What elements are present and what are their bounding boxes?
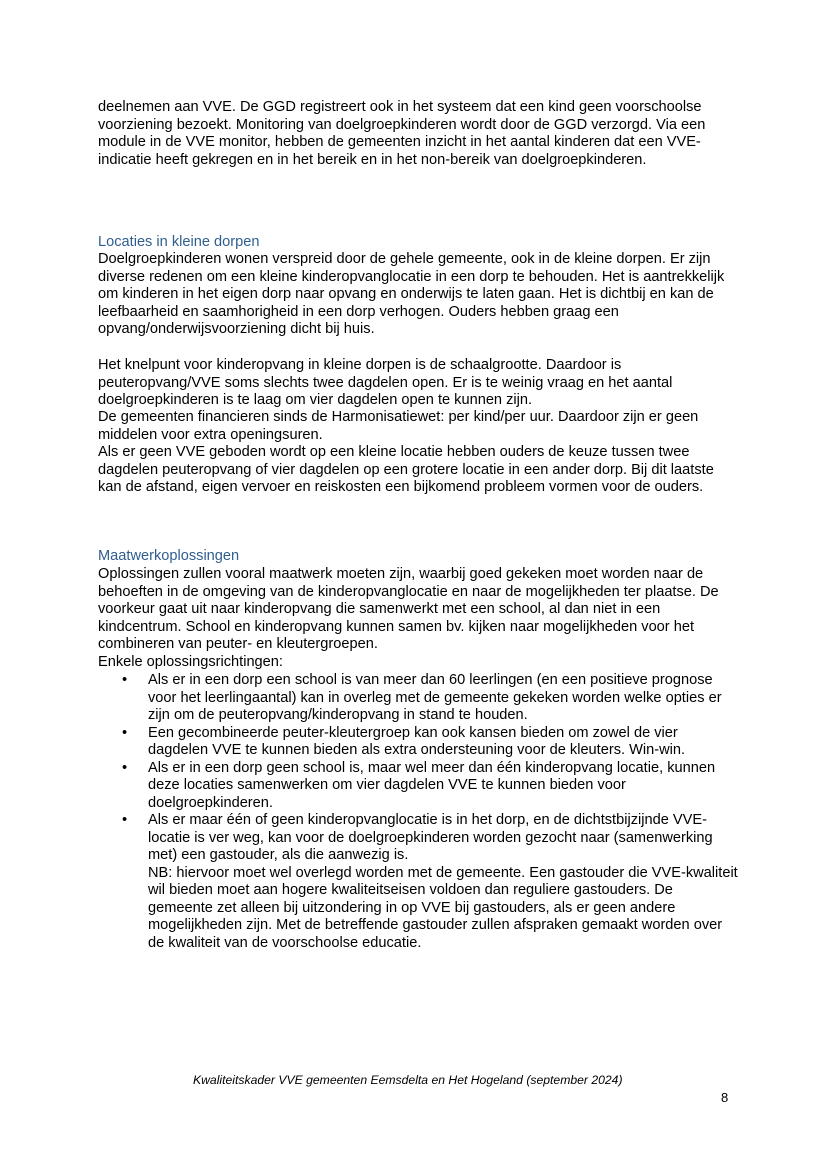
section1-paragraph-3: De gemeenten financieren sinds de Harmonisatiewet: per kind/per uur. Daardoor zijn er geen middelen voor extra openingsuren. (98, 409, 699, 443)
list-item (98, 725, 738, 760)
bullet-icon: • (122, 724, 128, 741)
section1-paragraph-1: Doelgroepkinderen wonen verspreid door de gehele gemeente, ook in de kleine dorpen. Er zijn diverse redenen om een kleine kinderopvanglocatie in een dorp te behouden. Het is aantrekkelijk om kinderen in het eigen dorp naar opvang en onderwijs te laten gaan. Het is dichtbij en kan de leefbaarheid en saamhorigheid in een dorp verhogen. Ouders hebben graag een opvang/onderwijsvoorziening dicht bij huis. (98, 251, 725, 337)
list-item-text: Als er in een dorp een school is van meer dan 60 leerlingen (en een positieve prognose voor het leerlingaantal) kan in overleg met de gemeente gekeken worden welke opties er zijn om de peuteropvang/kinderopvang in stand te houden. (148, 672, 722, 723)
bullet-icon: • (122, 759, 128, 776)
list-item-text: Als er in een dorp geen school is, maar wel meer dan één kinderopvang locatie, kunnen deze locaties samenwerken om vier dagdelen VVE te kunnen bieden voor doelgroepkinderen. (148, 759, 716, 811)
list-item-note: NB: hiervoor moet wel overlegd worden met de gemeente. Een gastouder die VVE-kwaliteit wil bieden moet aan hogere kwaliteitseisen voldoen dan reguliere gastouders. De gemeente zet alleen bij uitzondering in op VVE bij gastouders, als er geen andere mogelijkheden zijn. Met de betreffende gastouder zullen afspraken gemaakt worden over de kwaliteit van de voorschoolse educatie. (148, 864, 738, 951)
section1-paragraph-2: Het knelpunt voor kinderopvang in kleine dorpen is de schaalgrootte. Daardoor is peuteropvang/VVE soms slechts twee dagdelen open. Er is te weinig vraag en het aantal doelgroepkinderen is te laag om vier dagdelen open te kunnen zijn. (98, 357, 673, 408)
list-item (98, 760, 738, 813)
section2-paragraph-2: Enkele oplossingsrichtingen: (98, 654, 283, 670)
list-item-text: Als er maar één of geen kinderopvanglocatie is in het dorp, en de dichtstbijzijnde VVE-locatie is ver weg, kan voor de doelgroepkinderen worden gezocht naar (samenwerking met) een gastouder, als die aanwezig is. (148, 812, 713, 863)
list-item-text: Een gecombineerde peuter-kleutergroep kan ook kansen bieden om zowel de vier dagdelen VVE te kunnen bieden als extra ondersteuning voor de kleuters. Win-win. (148, 724, 686, 758)
bullet-icon: • (122, 672, 128, 688)
section2-paragraph-1: Oplossingen zullen vooral maatwerk moeten zijn, waarbij goed gekeken moet worden naar de behoeften in de omgeving van de kinderopvanglocatie en naar de mogelijkheden ter plaatse. De voorkeur gaat uit naar kinderopvang die samenwerkt met een school, al dan niet in een kindcentrum. School en kinderopvang kunnen samen bv. kijken naar mogelijkheden voor het combineren van peuter- en kleutergroepen. (98, 566, 719, 652)
section-heading-maatwerk: Maatwerkoplossingen (98, 548, 240, 564)
list-item (98, 812, 738, 952)
solutions-list (98, 672, 738, 952)
page-number: 8 (721, 1090, 729, 1105)
section1-paragraph-4: Als er geen VVE geboden wordt op een kleine locatie hebben ouders de keuze tussen twee dagdelen peuteropvang of vier dagdelen op een grotere locatie in een ander dorp. Bij dit laatste kan de afstand, eigen vervoer en reiskosten een bijkomend probleem vormen voor de ouders. (98, 444, 714, 495)
page-footer: Kwaliteitskader VVE gemeenten Eemsdelta en Het Hogeland (september 2024) (193, 1073, 623, 1087)
intro-paragraph: deelnemen aan VVE. De GGD registreert ook in het systeem dat een kind geen voorschoolse voorziening bezoekt. Monitoring van doelgroepkinderen wordt door de GGD verzorgd. Via een module in de VVE monitor, hebben de gemeenten inzicht in het aantal kinderen dat een VVE-indicatie heeft gekregen en in het bereik en in het non-bereik van doelgroepkinderen. (98, 99, 706, 168)
bullet-icon: • (122, 812, 128, 828)
list-item (98, 672, 738, 725)
section-heading-locaties: Locaties in kleine dorpen (98, 234, 260, 250)
